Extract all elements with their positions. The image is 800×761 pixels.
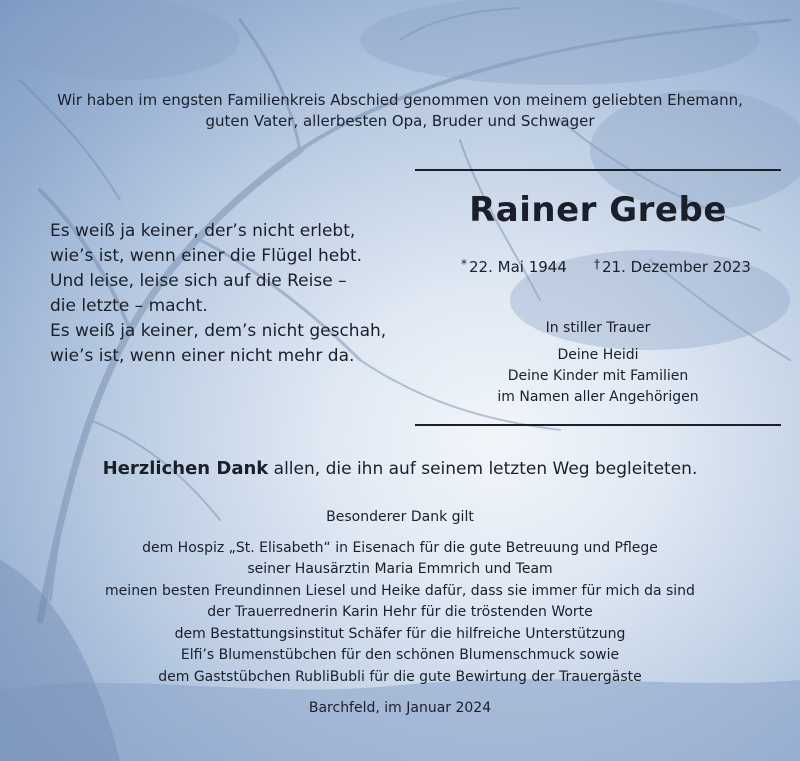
birth-symbol: * bbox=[461, 257, 467, 271]
special-thanks-line: seiner Hausärztin Maria Emmrich und Team bbox=[247, 561, 553, 577]
mourner-line: Deine Kinder mit Familien bbox=[507, 368, 689, 384]
mourners-heading: In stiller Trauer bbox=[545, 320, 651, 336]
deceased-name: Rainer Grebe bbox=[469, 190, 727, 230]
poem-line: wie’s ist, wenn einer die Flügel hebt. bbox=[50, 246, 363, 266]
death-date: 21. Dezember 2023 bbox=[602, 258, 751, 276]
poem-line: die letzte – macht. bbox=[50, 296, 208, 316]
thanks-line bbox=[20, 458, 780, 479]
thanks-rest: allen, die ihn auf seinem letzten Weg begleiteten. bbox=[268, 459, 698, 479]
intro-text bbox=[30, 90, 770, 132]
death-cross-symbol: † bbox=[594, 257, 600, 271]
special-thanks-heading: Besonderer Dank gilt bbox=[326, 509, 474, 525]
mourners-block bbox=[415, 318, 781, 408]
poem-line: Es weiß ja keiner, der’s nicht erlebt, bbox=[50, 221, 356, 241]
special-thanks-line: dem Hospiz „St. Elisabeth“ in Eisenach für die gute Betreuung und Pflege bbox=[142, 539, 658, 556]
poem-line: Es weiß ja keiner, dem’s nicht geschah, bbox=[50, 321, 387, 341]
thanks-bold: Herzlichen Dank bbox=[102, 458, 269, 479]
intro-line: guten Vater, allerbesten Opa, Bruder und Schwager bbox=[205, 112, 595, 130]
poem-line: Und leise, leise sich auf die Reise – bbox=[50, 271, 347, 291]
special-thanks-line: dem Bestattungsinstitut Schäfer für die hilfreiche Unterstützung bbox=[174, 625, 626, 642]
intro-line: Wir haben im engsten Familienkreis Abschied genommen von meinem geliebten Ehemann, bbox=[57, 91, 743, 109]
birth-date-line bbox=[461, 257, 567, 276]
mourner-line: im Namen aller Angehörigen bbox=[497, 389, 699, 405]
top-divider bbox=[415, 169, 781, 171]
special-thanks-line: meinen besten Freundinnen Liesel und Heike dafür, dass sie immer für mich da sind bbox=[105, 582, 695, 599]
place-date: Barchfeld, im Januar 2024 bbox=[308, 700, 492, 716]
death-date-line bbox=[594, 257, 751, 276]
birth-date: 22. Mai 1944 bbox=[469, 258, 567, 276]
special-thanks-block bbox=[20, 507, 780, 688]
special-thanks-line: der Trauerrednerin Karin Hehr für die tröstenden Worte bbox=[207, 604, 593, 620]
bottom-divider bbox=[415, 424, 781, 426]
poem-line: wie’s ist, wenn einer nicht mehr da. bbox=[50, 346, 355, 366]
poem bbox=[50, 219, 386, 369]
mourner-line: Deine Heidi bbox=[557, 347, 639, 363]
special-thanks-line: Elfi’s Blumenstübchen für den schönen Blumenschmuck sowie bbox=[180, 647, 620, 663]
special-thanks-line: dem Gaststübchen RubliBubli für die gute Bewirtung der Trauergäste bbox=[158, 668, 642, 685]
